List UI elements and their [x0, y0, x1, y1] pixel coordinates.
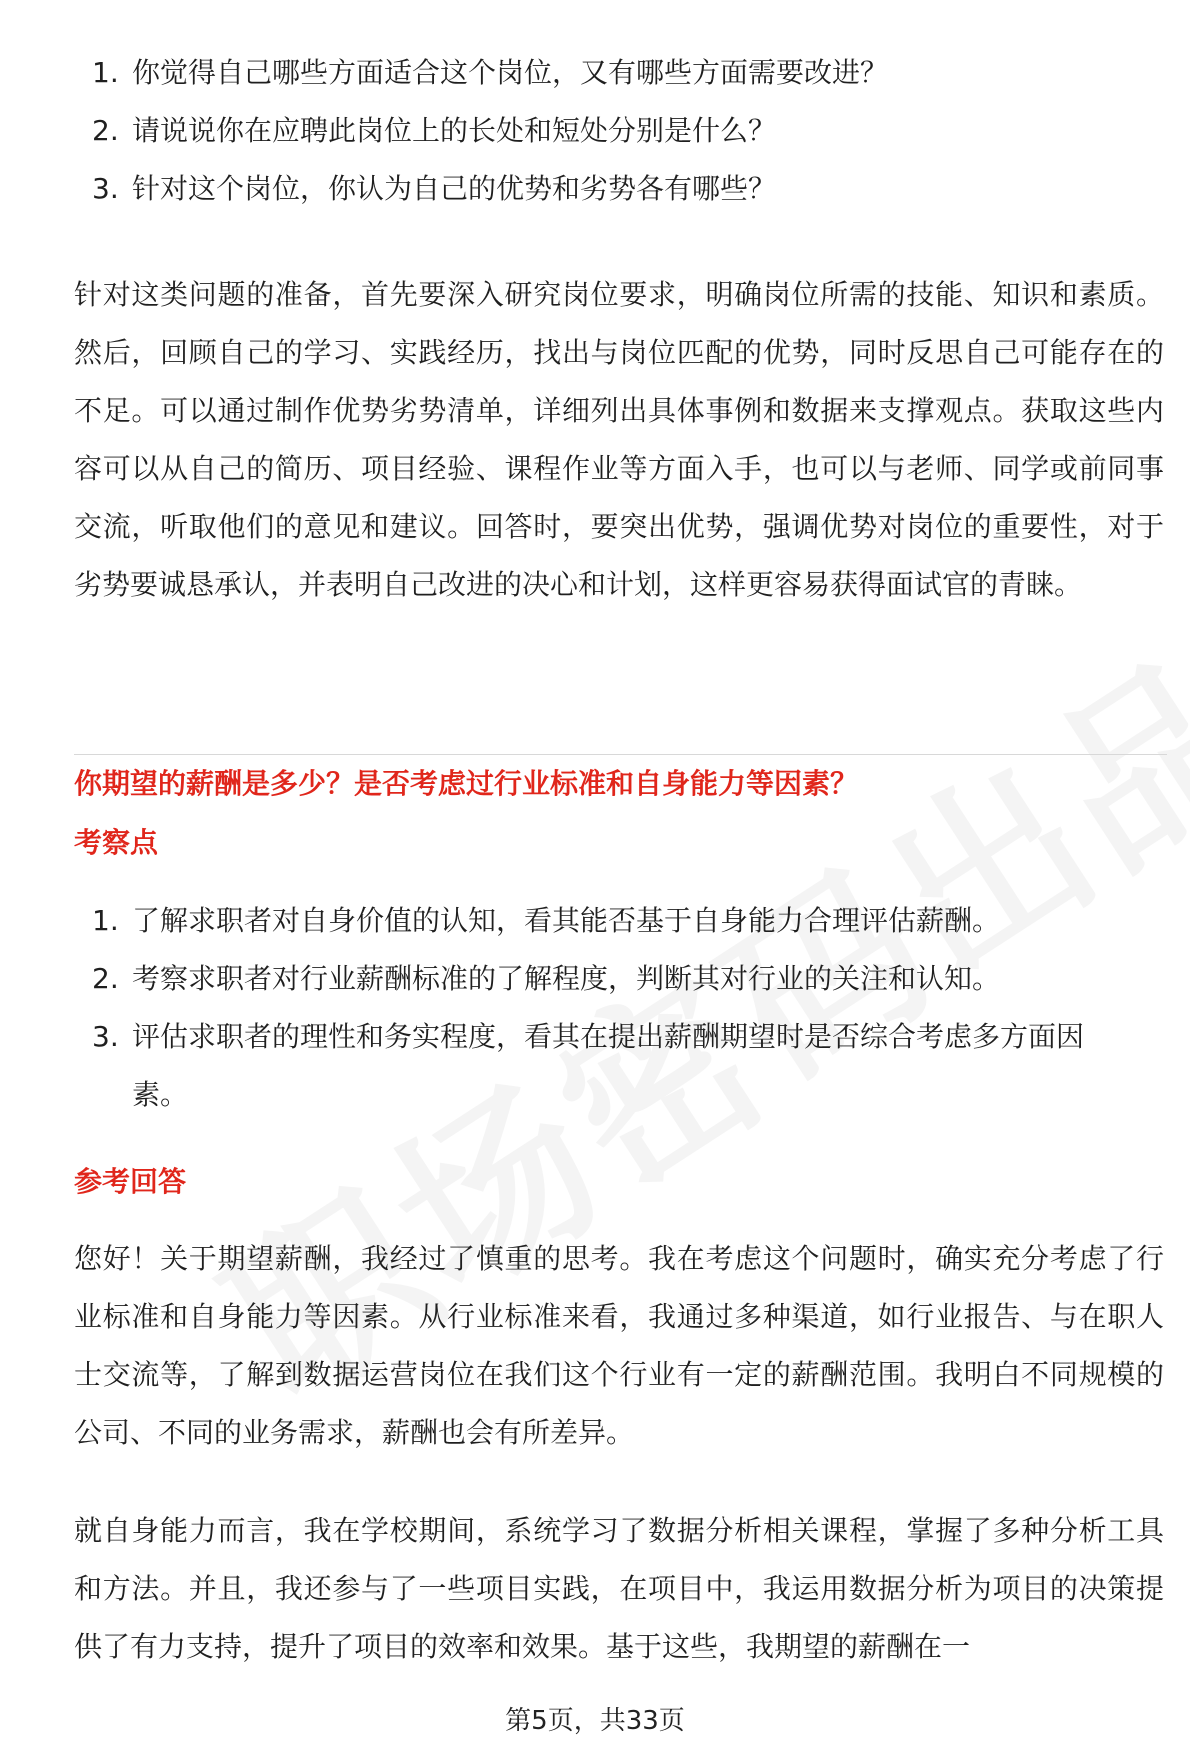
- list-text: 考察求职者对行业薪酬标准的了解程度，判断其对行业的关注和认知。: [132, 962, 1001, 995]
- list-item: [84, 892, 1164, 950]
- answer-paragraph-1: 您好！关于期望薪酬，我经过了慎重的思考。我在考虑这个问题时，确实充分考虑了行业标准和自身能力等因素。从行业标准来看，我通过多种渠道，如行业报告、与在职人士交流等，了解到数据运营岗位在我们这个行业有一定的薪酬范围。我明白不同规模的公司、不同的业务需求，薪酬也会有所差异。: [74, 1242, 1164, 1449]
- prep-paragraph: 针对这类问题的准备，首先要深入研究岗位要求，明确岗位所需的技能、知识和素质。然后，回顾自己的学习、实践经历，找出与岗位匹配的优势，同时反思自己可能存在的不足。可以通过制作优势劣势清单，详细列出具体事例和数据来支撑观点。获取这些内容可以从自己的简历、项目经验、课程作业等方面入手，也可以与老师、同学或前同事交流，听取他们的意见和建议。回答时，要突出优势，强调优势对岗位的重要性，对于劣势要诚恳承认，并表明自己改进的决心和计划，这样更容易获得面试官的青睐。: [74, 278, 1164, 601]
- list-item: [84, 950, 1164, 1008]
- list-number: 1.: [92, 904, 119, 937]
- section-divider: [74, 754, 1167, 755]
- list-number: 2.: [92, 114, 119, 147]
- list-number: 2.: [92, 962, 119, 995]
- list-item: [84, 44, 1164, 102]
- page-footer: 第5页，共33页: [505, 1706, 685, 1736]
- list-text: 你觉得自己哪些方面适合这个岗位，又有哪些方面需要改进？: [132, 56, 889, 89]
- list-text: 请说说你在应聘此岗位上的长处和短处分别是什么？: [132, 114, 777, 147]
- answer-paragraph-2: 就自身能力而言，我在学校期间，系统学习了数据分析相关课程，掌握了多种分析工具和方法。并且，我还参与了一些项目实践，在项目中，我运用数据分析为项目的决策提供了有力支持，提升了项目的效率和效果。基于这些，我期望的薪酬在一: [74, 1514, 1164, 1663]
- list-number: 1.: [92, 56, 119, 89]
- top-question-list: [84, 44, 1164, 218]
- points-heading: 考察点: [74, 826, 159, 859]
- list-number: 3.: [92, 172, 119, 205]
- answer-heading: 参考回答: [74, 1165, 187, 1198]
- list-text: 了解求职者对自身价值的认知，看其能否基于自身能力合理评估薪酬。: [132, 904, 1001, 937]
- list-item: [84, 160, 1164, 218]
- list-text: 评估求职者的理性和务实程度，看其在提出薪酬期望时是否综合考虑多方面因素。: [132, 1020, 1085, 1111]
- list-text: 针对这个岗位，你认为自己的优势和劣势各有哪些？: [132, 172, 777, 205]
- points-list: [84, 892, 1164, 1124]
- list-number: 3.: [92, 1020, 119, 1053]
- list-item: [84, 1008, 1164, 1124]
- question-title: 你期望的薪酬是多少？是否考虑过行业标准和自身能力等因素？: [74, 767, 859, 800]
- list-item: [84, 102, 1164, 160]
